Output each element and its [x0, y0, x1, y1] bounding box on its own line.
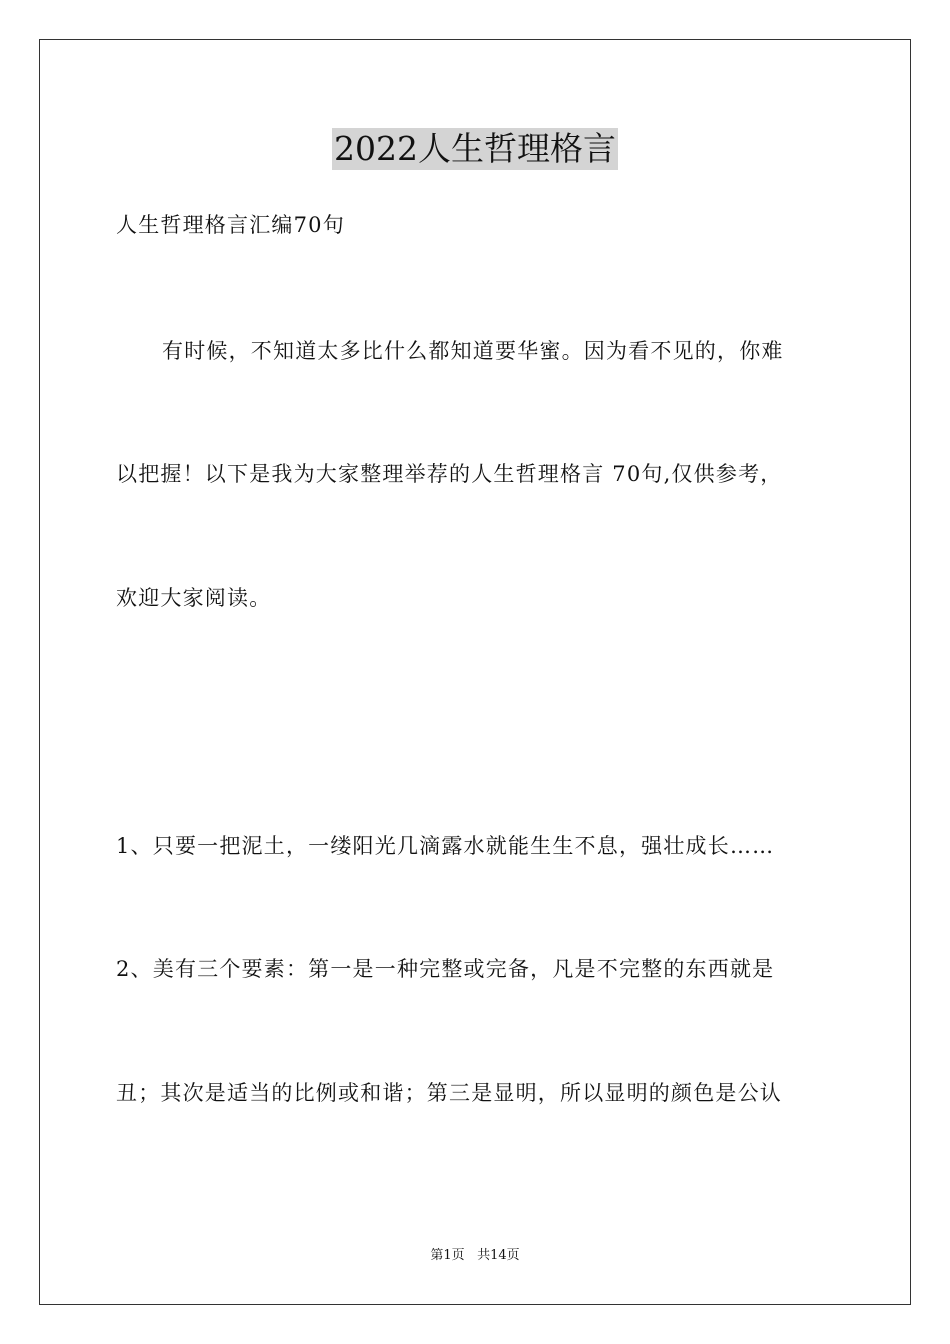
title-container — [0, 128, 950, 170]
list-item: 1、只要一把泥土，一缕阳光几滴露水就能生生不息，强壮成长…… — [116, 834, 775, 858]
list-item: 2、美有三个要素：第一是一种完整或完备，凡是不完整的东西就是 — [116, 957, 775, 981]
page-footer — [0, 1247, 950, 1265]
list-item: 丑；其次是适当的比例或和谐；第三是显明，所以显明的颜色是公认 — [116, 1081, 782, 1105]
document-subtitle: 人生哲理格言汇编70句 — [116, 213, 345, 237]
paragraph-line: 欢迎大家阅读。 — [116, 586, 272, 610]
paragraph-line: 有时候，不知道太多比什么都知道要华蜜。因为看不见的，你难 — [162, 339, 784, 363]
page-total: 共14页 — [477, 1248, 520, 1263]
page-number: 第1页 — [430, 1248, 465, 1263]
document-title: 2022人生哲理格言 — [334, 129, 616, 168]
paragraph-line: 以把握！以下是我为大家整理举荐的人生哲理格言 70句,仅供参考， — [116, 462, 783, 486]
footer-spacer — [465, 1248, 477, 1263]
